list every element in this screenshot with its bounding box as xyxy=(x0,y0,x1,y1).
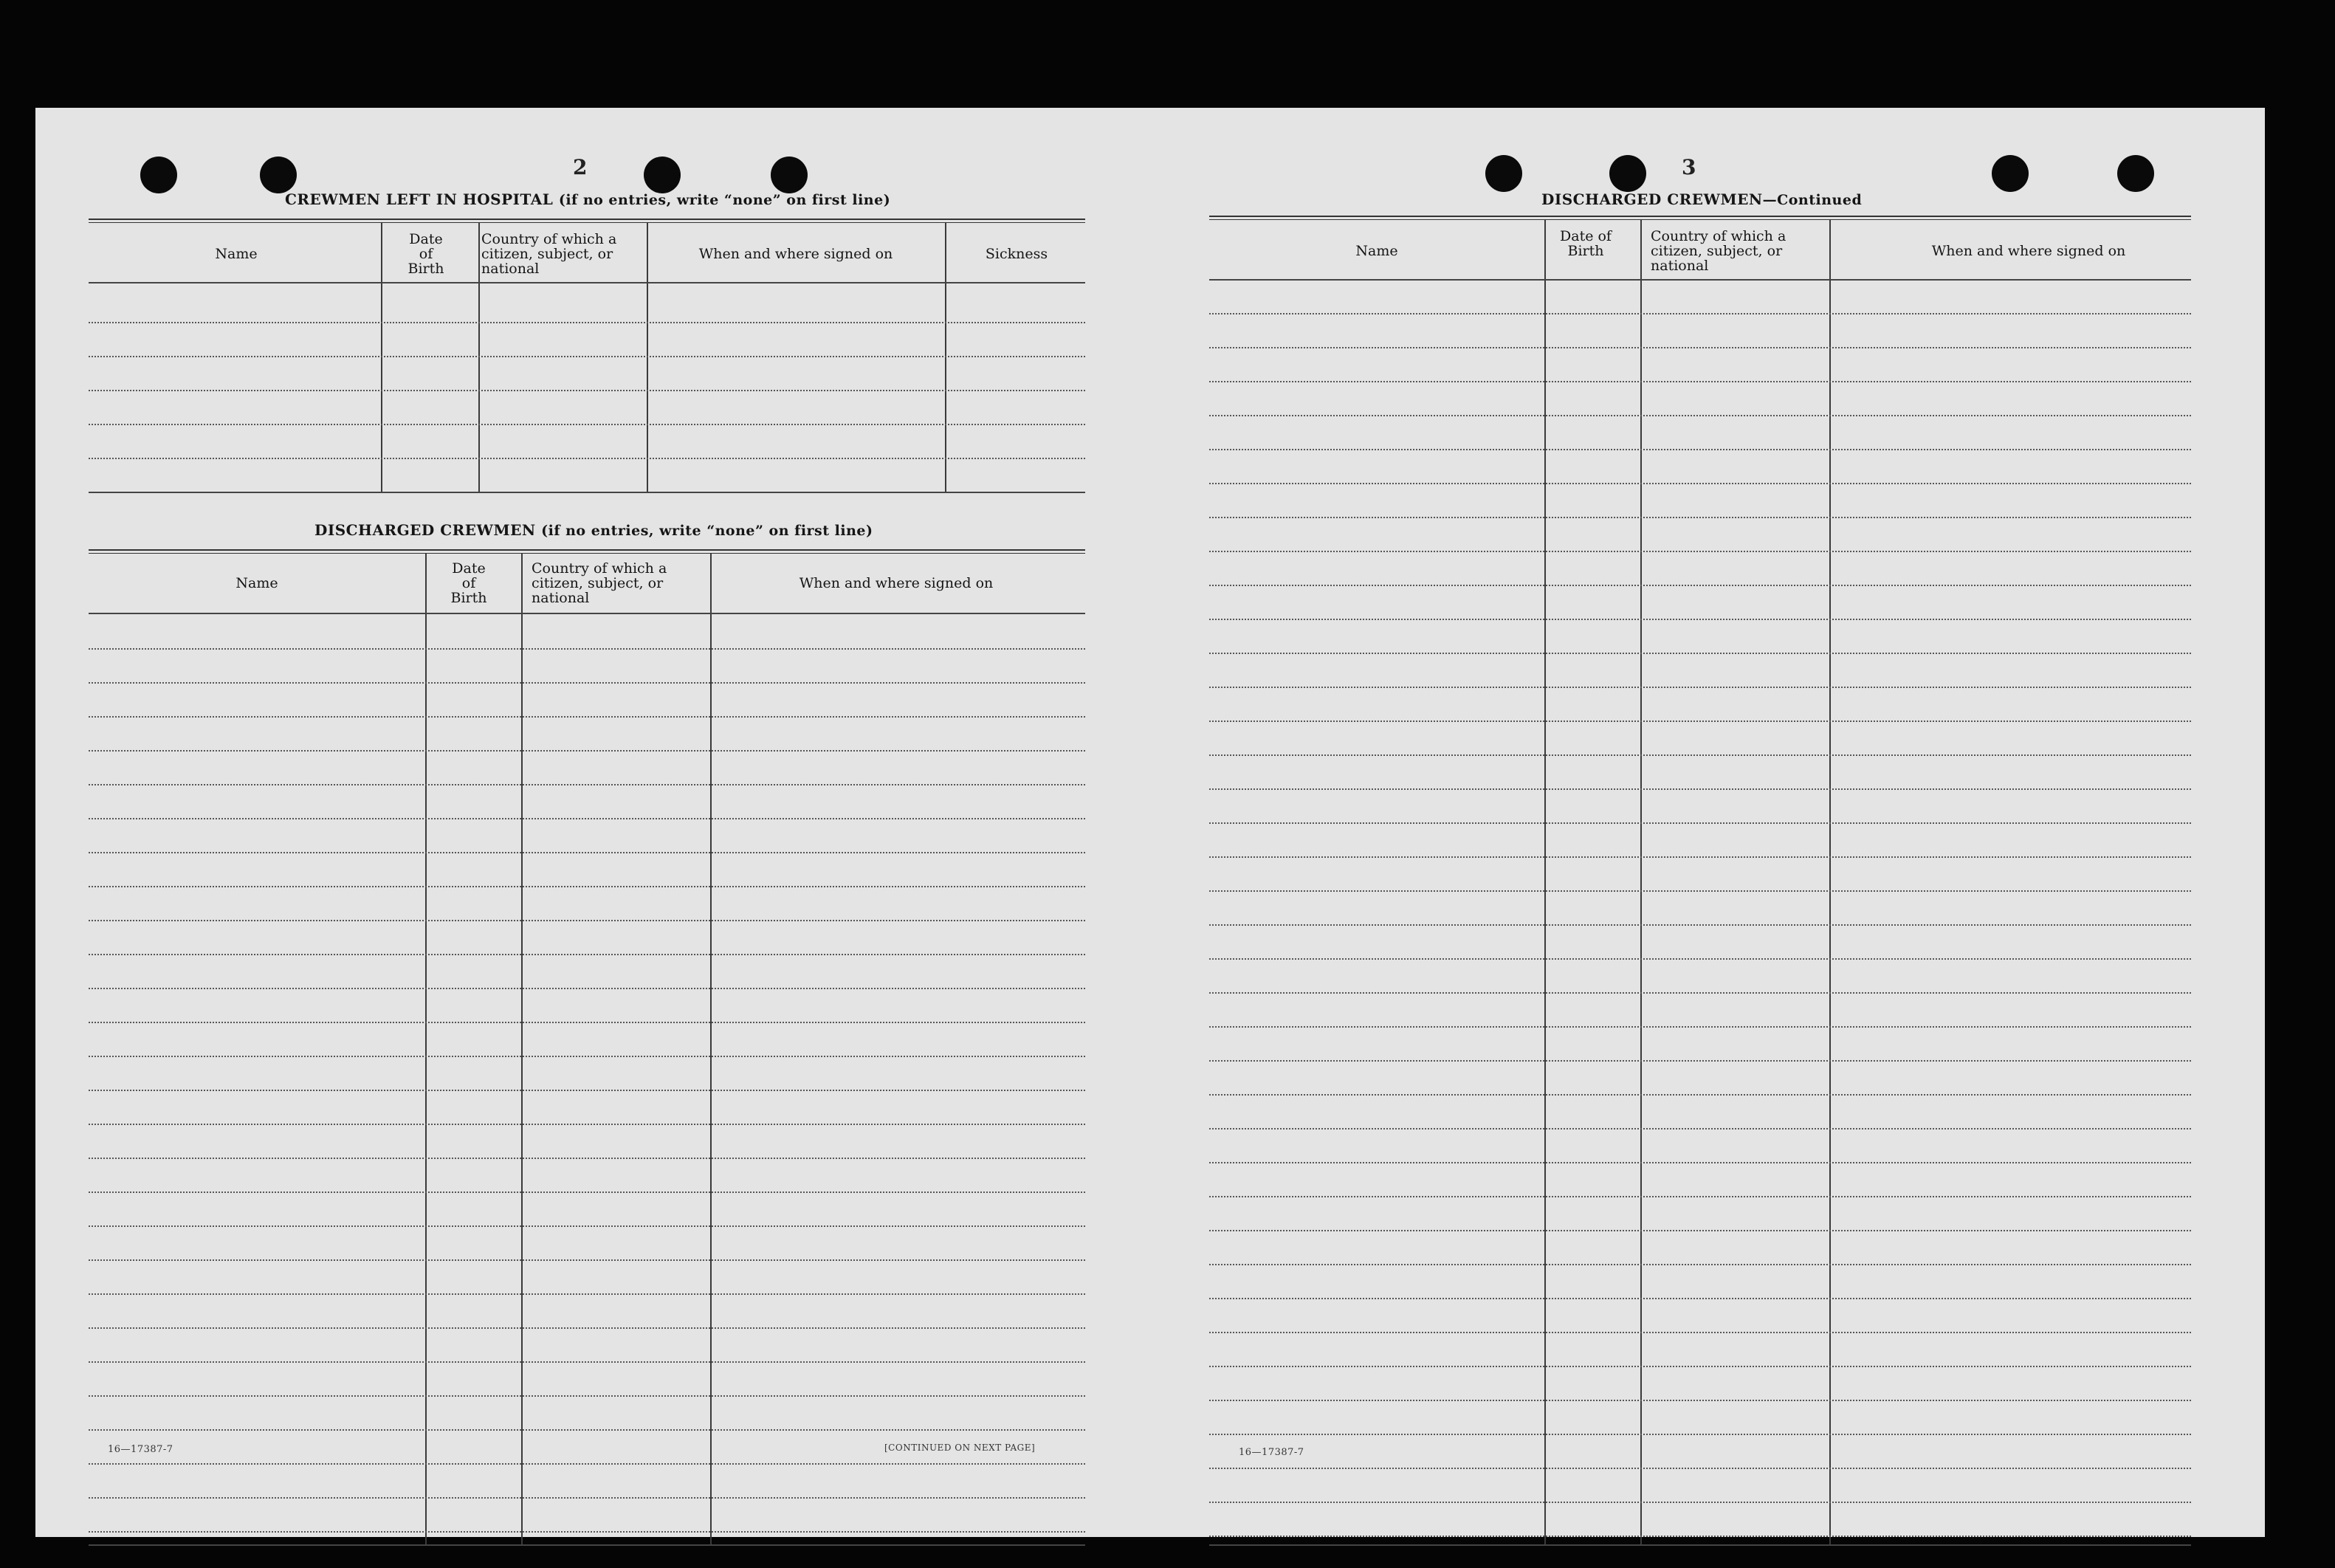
entry-line xyxy=(1209,653,2191,654)
entry-line xyxy=(89,750,1085,752)
entry-line xyxy=(1209,890,2191,892)
entry-line xyxy=(1209,958,2191,960)
punch-hole xyxy=(2117,155,2154,192)
column-header-when-where: When and where signed on xyxy=(799,575,994,591)
entry-line xyxy=(1209,517,2191,518)
entry-line xyxy=(89,1022,1085,1023)
discharged-continued-title: DISCHARGED CREWMEN xyxy=(1541,190,1763,208)
discharged-section-title: DISCHARGED CREWMEN xyxy=(314,521,536,539)
entry-line xyxy=(89,818,1085,819)
entry-line xyxy=(1209,788,2191,790)
column-divider xyxy=(1829,220,1831,1544)
entry-line xyxy=(1209,1162,2191,1163)
entry-line xyxy=(1209,619,2191,620)
entry-line xyxy=(1209,415,2191,416)
column-header-when-where: When and where signed on xyxy=(1931,243,2126,259)
entry-line xyxy=(89,784,1085,785)
header-bottom-rule xyxy=(89,613,1085,614)
entry-line xyxy=(1209,1060,2191,1062)
entry-line xyxy=(1209,1298,2191,1299)
entry-line xyxy=(89,648,1085,650)
entry-line xyxy=(89,1158,1085,1159)
entry-line xyxy=(89,356,1085,357)
column-divider xyxy=(478,223,480,492)
entry-line xyxy=(1209,483,2191,484)
punch-hole xyxy=(140,157,177,193)
table-top-rule xyxy=(1209,216,2191,220)
entry-line xyxy=(89,1361,1085,1363)
entry-line xyxy=(89,920,1085,921)
entry-line xyxy=(1209,822,2191,824)
discharged-section-instruction: (if no entries, write “none” on first line) xyxy=(541,523,873,539)
header-bottom-rule xyxy=(89,282,1085,283)
punch-hole xyxy=(771,157,808,193)
entry-line xyxy=(89,1090,1085,1091)
entry-line xyxy=(1209,449,2191,450)
entry-line xyxy=(89,424,1085,425)
entry-line xyxy=(1209,1502,2191,1503)
punch-hole xyxy=(644,157,681,193)
entry-line xyxy=(89,954,1085,955)
entry-line xyxy=(1209,1400,2191,1401)
page-number: 3 xyxy=(1682,155,1696,179)
entry-line xyxy=(1209,1128,2191,1129)
table-bottom-rule xyxy=(89,1544,1085,1546)
continued-note: [CONTINUED ON NEXT PAGE] xyxy=(884,1443,1036,1453)
punch-hole xyxy=(1609,155,1646,192)
column-divider xyxy=(647,223,648,492)
discharged-continued-suffix: —Continued xyxy=(1762,192,1863,208)
entry-line xyxy=(1209,1366,2191,1367)
entry-line xyxy=(1209,1434,2191,1435)
entry-line xyxy=(89,1429,1085,1431)
column-header-name: Name xyxy=(235,575,278,591)
entry-line xyxy=(1209,585,2191,586)
punch-hole xyxy=(1485,155,1522,192)
column-header-country: Country of which a citizen, subject, or national xyxy=(481,231,617,277)
entry-line xyxy=(89,1463,1085,1465)
entry-line xyxy=(1209,381,2191,382)
entry-line xyxy=(1209,347,2191,348)
scanned-document xyxy=(35,108,2265,1537)
entry-line xyxy=(89,1497,1085,1499)
entry-line xyxy=(1209,1468,2191,1469)
table-bottom-rule xyxy=(89,492,1085,493)
entry-line xyxy=(89,390,1085,391)
column-header-date-of-birth: Date of Birth xyxy=(1560,228,1612,259)
entry-line xyxy=(1209,1536,2191,1537)
hospital-section-instruction: (if no entries, write “none” on first line) xyxy=(558,192,891,208)
entry-line xyxy=(89,1225,1085,1227)
header-bottom-rule xyxy=(1209,279,2191,281)
entry-line xyxy=(89,1056,1085,1057)
entry-line xyxy=(1209,924,2191,926)
right-page xyxy=(1158,108,2265,1537)
column-header-country: Country of which a citizen, subject, or national xyxy=(1651,228,1787,274)
punch-hole xyxy=(260,157,297,193)
entry-line xyxy=(89,886,1085,887)
column-divider xyxy=(945,223,946,492)
entry-line xyxy=(1209,721,2191,722)
column-header-date-of-birth: Date of Birth xyxy=(450,560,487,606)
entry-line xyxy=(1209,1196,2191,1197)
entry-line xyxy=(89,1192,1085,1193)
table-top-rule xyxy=(89,219,1085,223)
entry-line xyxy=(1209,1230,2191,1231)
hospital-section-title: CREWMEN LEFT IN HOSPITAL xyxy=(285,190,554,208)
entry-line xyxy=(89,716,1085,718)
table-bottom-rule xyxy=(1209,1544,2191,1546)
entry-line xyxy=(1209,1264,2191,1265)
entry-line xyxy=(89,988,1085,989)
column-header-sickness: Sickness xyxy=(985,246,1048,262)
entry-line xyxy=(89,1395,1085,1397)
entry-line xyxy=(89,458,1085,459)
page-number: 2 xyxy=(573,155,588,179)
entry-line xyxy=(89,322,1085,323)
entry-line xyxy=(1209,551,2191,552)
entry-line xyxy=(1209,687,2191,688)
column-header-country: Country of which a citizen, subject, or national xyxy=(532,560,667,606)
entry-line xyxy=(1209,313,2191,314)
entry-line xyxy=(89,1124,1085,1125)
column-header-name: Name xyxy=(215,246,258,262)
entry-line xyxy=(1209,856,2191,858)
entry-line xyxy=(1209,754,2191,756)
table-top-rule xyxy=(89,549,1085,554)
entry-line xyxy=(89,682,1085,684)
column-header-date-of-birth: Date of Birth xyxy=(407,231,444,277)
column-divider xyxy=(381,223,382,492)
entry-line xyxy=(89,852,1085,853)
left-page xyxy=(35,108,1158,1537)
column-header-when-where: When and where signed on xyxy=(698,246,893,262)
discharged-section-heading xyxy=(314,521,873,539)
column-divider xyxy=(1640,220,1642,1544)
entry-line xyxy=(1209,992,2191,994)
punch-hole xyxy=(1992,155,2029,192)
column-header-name: Name xyxy=(1355,243,1398,259)
entry-line xyxy=(1209,1094,2191,1096)
form-number: 16—17387-7 xyxy=(1239,1447,1304,1458)
form-number: 16—17387-7 xyxy=(108,1444,173,1455)
entry-line xyxy=(1209,1332,2191,1333)
entry-line xyxy=(89,1293,1085,1295)
hospital-section-heading xyxy=(285,190,890,208)
entry-line xyxy=(89,1531,1085,1533)
column-divider xyxy=(1544,220,1546,1544)
entry-line xyxy=(89,1259,1085,1261)
entry-line xyxy=(1209,1026,2191,1028)
entry-line xyxy=(89,1327,1085,1329)
discharged-continued-heading xyxy=(1541,190,1862,208)
